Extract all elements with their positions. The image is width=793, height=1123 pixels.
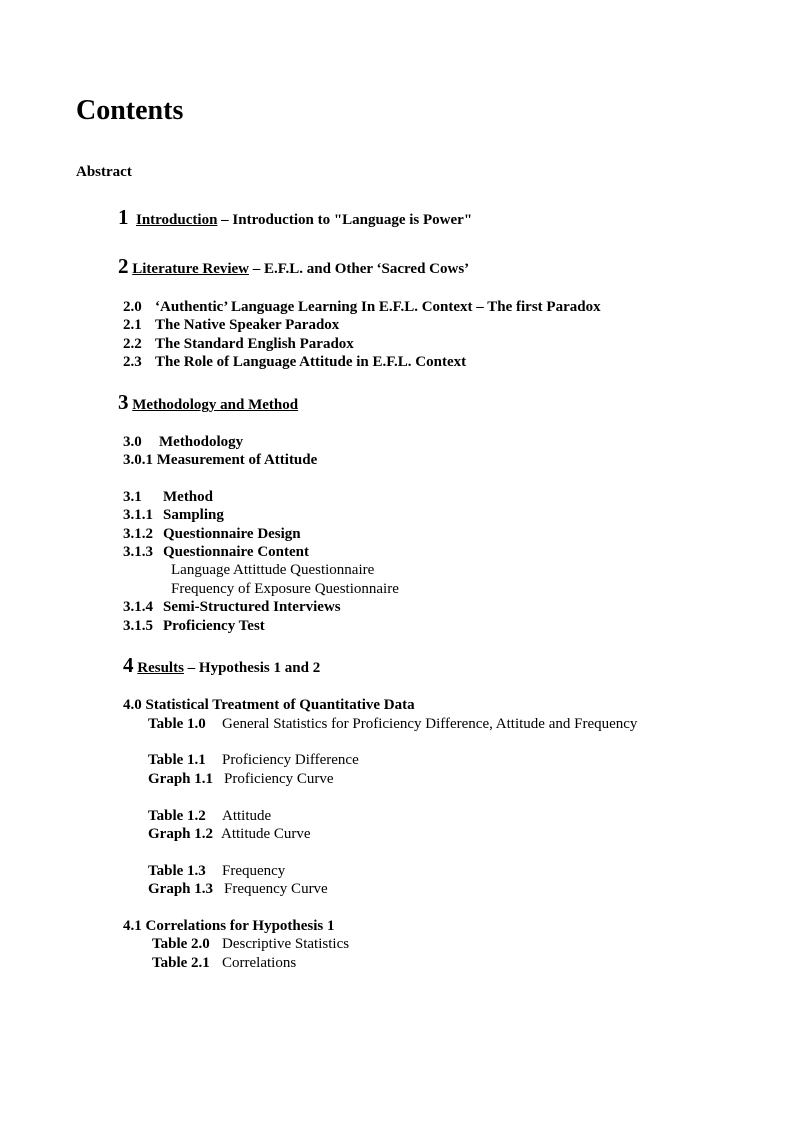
section-title: Methodology <box>159 434 244 450</box>
section-title: Method <box>163 489 213 505</box>
table-label: Table 2.1 <box>152 955 210 971</box>
table-label: Table 1.2 <box>148 808 206 824</box>
chapter-4-entry <box>123 653 321 677</box>
chapter-4-number: 4 <box>123 653 134 677</box>
table-1-2-entry <box>148 807 271 825</box>
graph-title: Frequency Curve <box>224 881 328 897</box>
section-3-1-2 <box>123 525 301 543</box>
table-1-1-entry <box>148 751 359 769</box>
graph-title: Attitude Curve <box>221 826 311 842</box>
graph-label: Graph 1.3 <box>148 881 214 897</box>
chapter-4-heading: Results <box>137 660 184 676</box>
table-2-0-entry <box>152 935 349 953</box>
section-title: Semi-Structured Interviews <box>163 599 341 615</box>
table-title: General Statistics for Proficiency Difference, Attitude and Frequency <box>222 716 638 732</box>
section-number: 3.1.3 <box>123 544 153 560</box>
section-3-1-4 <box>123 598 341 616</box>
chapter-1-number: 1 <box>118 205 129 229</box>
graph-label: Graph 1.2 <box>148 826 214 842</box>
section-title: Questionnaire Design <box>163 526 301 542</box>
section-3-0-1: 3.0.1 Measurement of Attitude <box>123 452 318 468</box>
chapter-1-entry <box>118 205 473 229</box>
table-title: Proficiency Difference <box>222 752 359 768</box>
table-title: Descriptive Statistics <box>222 936 350 952</box>
section-3-1-1 <box>123 506 224 524</box>
section-title: The Standard English Paradox <box>155 336 354 352</box>
table-title: Correlations <box>222 955 297 971</box>
chapter-3-number: 3 <box>118 390 129 414</box>
chapter-2-subtitle: – E.F.L. and Other ‘Sacred Cows’ <box>252 261 470 277</box>
table-title: Attitude <box>222 808 272 824</box>
section-3-1-3 <box>123 543 309 561</box>
section-3-1 <box>123 488 213 506</box>
chapter-3-heading: Methodology and Method <box>132 397 299 413</box>
table-label: Table 1.1 <box>148 752 206 768</box>
section-title: Proficiency Test <box>163 618 265 634</box>
section-2-0 <box>123 298 601 316</box>
section-number: 2.2 <box>123 336 142 352</box>
section-number: 3.1.5 <box>123 618 153 634</box>
table-2-1-entry <box>152 954 296 972</box>
section-title: Sampling <box>163 507 224 523</box>
section-number: 3.0 <box>123 434 142 450</box>
chapter-1-subtitle: – Introduction to "Language is Power" <box>221 212 473 228</box>
graph-1-1-entry <box>148 770 334 788</box>
graph-title: Proficiency Curve <box>224 771 334 787</box>
section-2-2 <box>123 335 354 353</box>
section-4-0: 4.0 Statistical Treatment of Quantitative Data <box>123 697 415 713</box>
section-number: 2.3 <box>123 354 142 370</box>
chapter-2-number: 2 <box>118 254 129 278</box>
section-2-1 <box>123 316 339 334</box>
section-title: The Native Speaker Paradox <box>155 317 340 333</box>
subsection-frequency-exposure: Frequency of Exposure Questionnaire <box>171 581 399 597</box>
table-label: Table 1.0 <box>148 716 206 732</box>
table-1-3-entry <box>148 862 285 880</box>
chapter-2-heading: Literature Review <box>132 261 250 277</box>
chapter-4-subtitle: – Hypothesis 1 and 2 <box>187 660 321 676</box>
section-3-0 <box>123 433 243 451</box>
section-3-1-5 <box>123 617 265 635</box>
chapter-1-heading: Introduction <box>136 212 218 228</box>
graph-1-2-entry <box>148 825 311 843</box>
graph-label: Graph 1.1 <box>148 771 214 787</box>
section-number: 3.1 <box>123 489 142 505</box>
abstract-entry: Abstract <box>76 164 132 180</box>
section-number: 3.1.2 <box>123 526 153 542</box>
section-2-3 <box>123 353 466 371</box>
table-label: Table 1.3 <box>148 863 206 879</box>
table-title: Frequency <box>222 863 286 879</box>
chapter-3-entry <box>118 390 299 414</box>
table-label: Table 2.0 <box>152 936 210 952</box>
page-title: Contents <box>76 95 184 126</box>
section-title: Questionnaire Content <box>163 544 309 560</box>
chapter-2-entry <box>118 254 470 278</box>
section-number: 2.0 <box>123 299 142 315</box>
table-1-0-entry <box>148 715 637 733</box>
section-number: 2.1 <box>123 317 142 333</box>
section-title: The Role of Language Attitude in E.F.L. Context <box>155 354 467 370</box>
section-number: 3.1.4 <box>123 599 153 615</box>
section-title: ‘Authentic’ Language Learning In E.F.L. Context – The first Paradox <box>155 299 601 315</box>
subsection-language-attitude: Language Attittude Questionnaire <box>171 562 375 578</box>
graph-1-3-entry <box>148 880 328 898</box>
section-4-1: 4.1 Correlations for Hypothesis 1 <box>123 918 335 934</box>
section-number: 3.1.1 <box>123 507 153 523</box>
